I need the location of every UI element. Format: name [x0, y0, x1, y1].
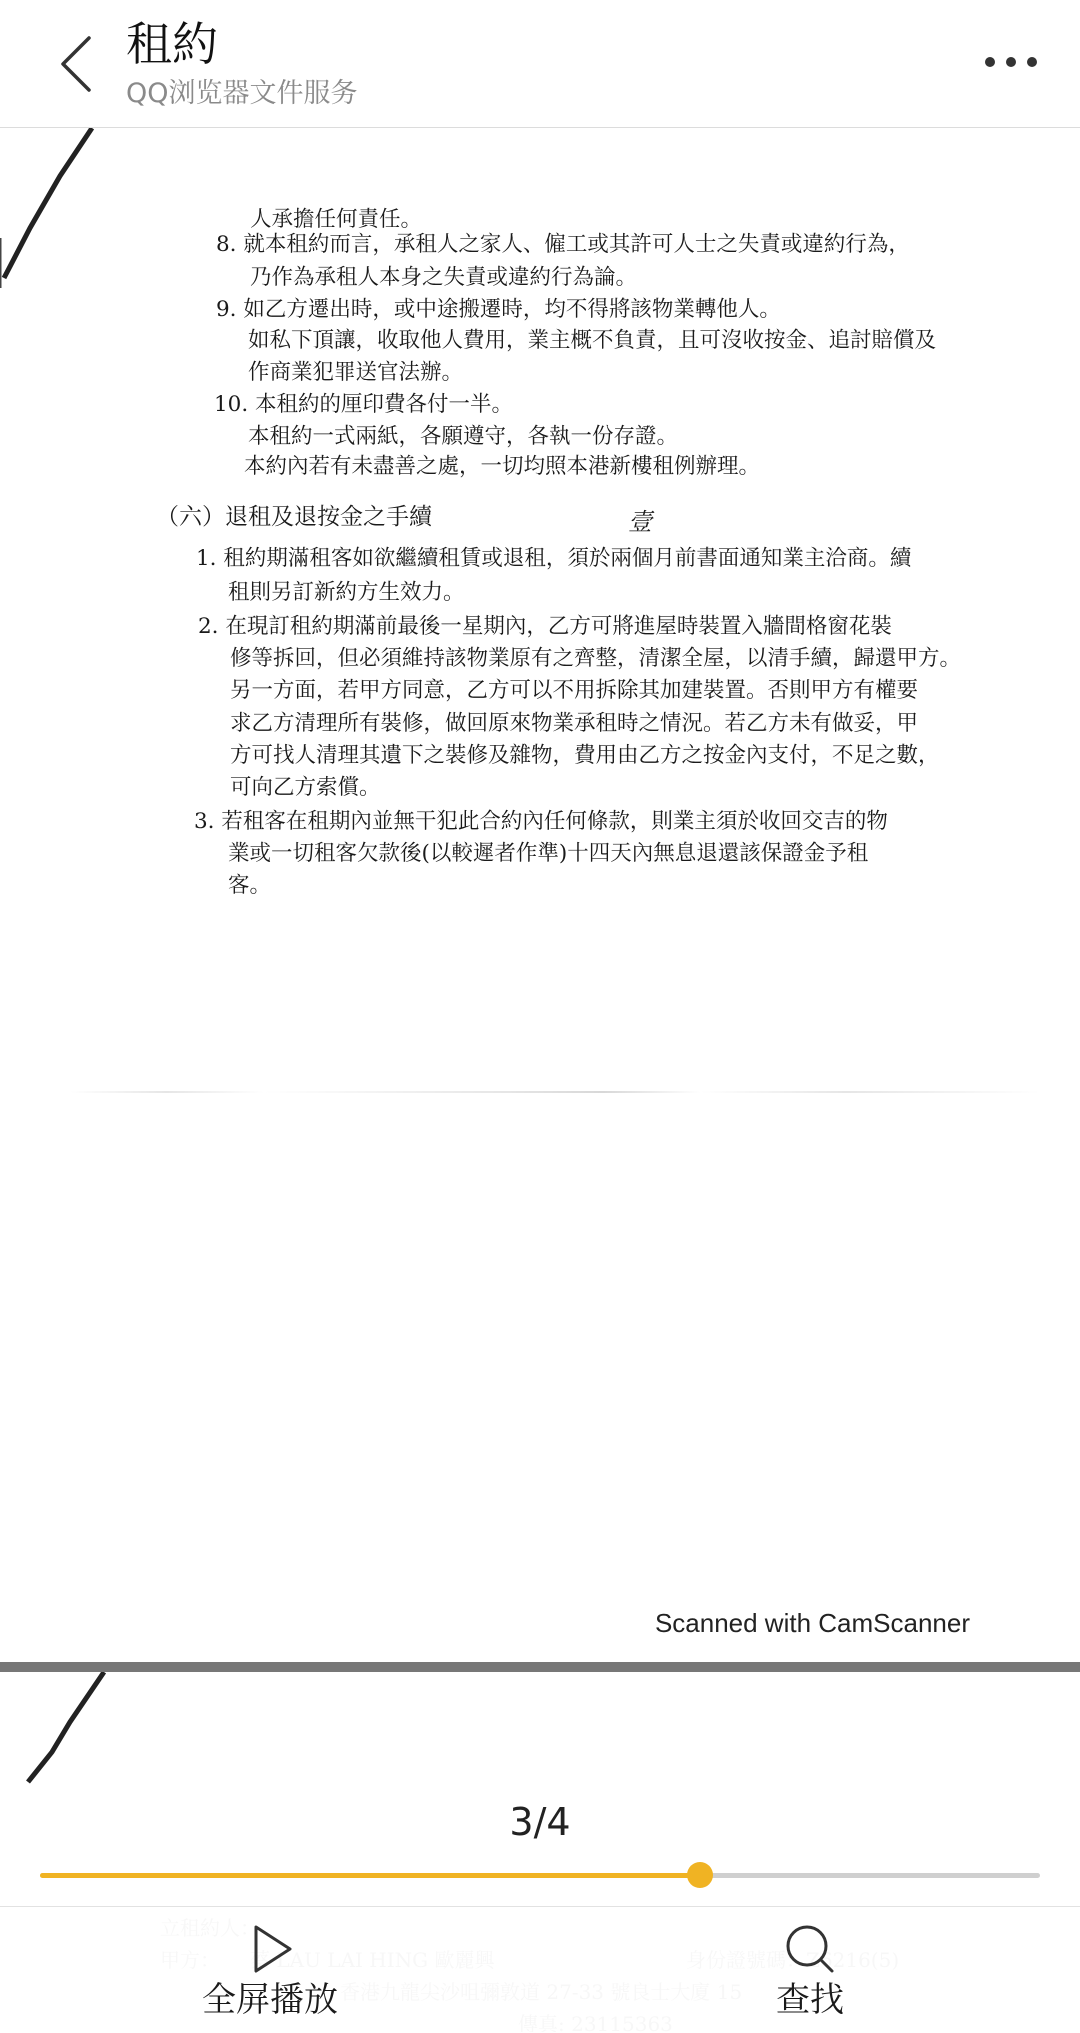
page-slider-thumb[interactable]: [687, 1862, 713, 1888]
doc-line: 乃作為承租人本身之失責或違約行為論。: [250, 265, 638, 290]
doc-line: 如私下頂讓，收取他人費用，業主概不負責，且可沒收按金、追討賠償及: [248, 328, 937, 353]
doc-line: 9. 如乙方遷出時，或中途搬遷時，均不得將該物業轉他人。: [216, 297, 781, 322]
more-dots-icon: [1027, 57, 1037, 67]
doc-line: 修等拆回，但必須維持該物業原有之齊整，清潔全屋，以清手續，歸還甲方。: [230, 646, 962, 671]
doc-line: 作商業犯罪送官法辦。: [248, 360, 464, 385]
doc-line: 求乙方清理所有裝修，做回原來物業承租時之情況。若乙方未有做妥，甲: [230, 711, 919, 736]
more-options-button[interactable]: [976, 40, 1046, 84]
doc-line: 業或一切租客欠款後(以較遲者作準)十四天內無息退還該保證金予租: [228, 841, 869, 866]
scan-edge-mark: [0, 1672, 110, 1792]
scanner-watermark: Scanned with CamScanner: [654, 1608, 970, 1638]
page-separator: [0, 1662, 1080, 1672]
page-slider[interactable]: [40, 1873, 1040, 1878]
doc-line: 另一方面，若甲方同意，乙方可以不用拆除其加建裝置。否則甲方有權要: [230, 678, 919, 703]
page-counter: 3/4: [509, 1800, 571, 1844]
handwritten-correction: 壹: [628, 508, 652, 536]
section-heading: （六）退租及退按金之手續: [156, 504, 432, 530]
doc-line: 租則另訂新約方生效力。: [228, 580, 465, 605]
back-button[interactable]: [40, 22, 110, 106]
doc-line: 2. 在現訂租約期滿前最後一星期內，乙方可將進屋時裝置入牆間格窗花裝: [198, 614, 892, 639]
document-page[interactable]: [0, 128, 1080, 1662]
doc-line: 本約內若有未盡善之處，一切均照本港新樓租例辦理。: [244, 454, 761, 479]
page-subtitle: QQ浏览器文件服务: [126, 78, 358, 109]
top-bar: [0, 0, 1080, 128]
doc-line: 8. 就本租約而言，承租人之家人、僱工或其許可人士之失責或違約行為，: [216, 232, 910, 257]
doc-line: 3. 若租客在租期內並無干犯此合約內任何條款，則業主須於收回交吉的物: [194, 809, 888, 834]
chevron-left-icon: [55, 32, 95, 96]
search-icon: [782, 1921, 838, 1977]
doc-line: 方可找人清理其遺下之裝修及雜物，費用由乙方之按金內支付，不足之數，: [230, 743, 940, 768]
doc-line: 客。: [228, 873, 272, 898]
doc-line: 可向乙方索償。: [230, 775, 381, 800]
play-icon: [242, 1921, 298, 1977]
more-dots-icon: [1006, 57, 1016, 67]
page-slider-fill: [40, 1873, 700, 1878]
fullscreen-play-label: 全屏播放: [202, 1980, 338, 2020]
bottom-toolbar: [0, 1906, 1080, 2033]
doc-line: 1. 租約期滿租客如欲繼續租賃或退租，須於兩個月前書面通知業主洽商。續: [196, 546, 912, 571]
doc-line: 本租約一式兩紙，各願遵守，各執一份存證。: [248, 424, 679, 449]
find-button[interactable]: [680, 1907, 940, 2033]
doc-line: 人承擔任何責任。: [250, 207, 423, 232]
page-title: 租約: [126, 17, 218, 71]
find-label: 查找: [776, 1980, 844, 2020]
scan-edge-mark: [0, 128, 100, 288]
fullscreen-play-button[interactable]: [140, 1907, 400, 2033]
scan-noise-line: [70, 1091, 1040, 1093]
more-dots-icon: [985, 57, 995, 67]
doc-line: 10. 本租約的厘印費各付一半。: [214, 392, 514, 417]
